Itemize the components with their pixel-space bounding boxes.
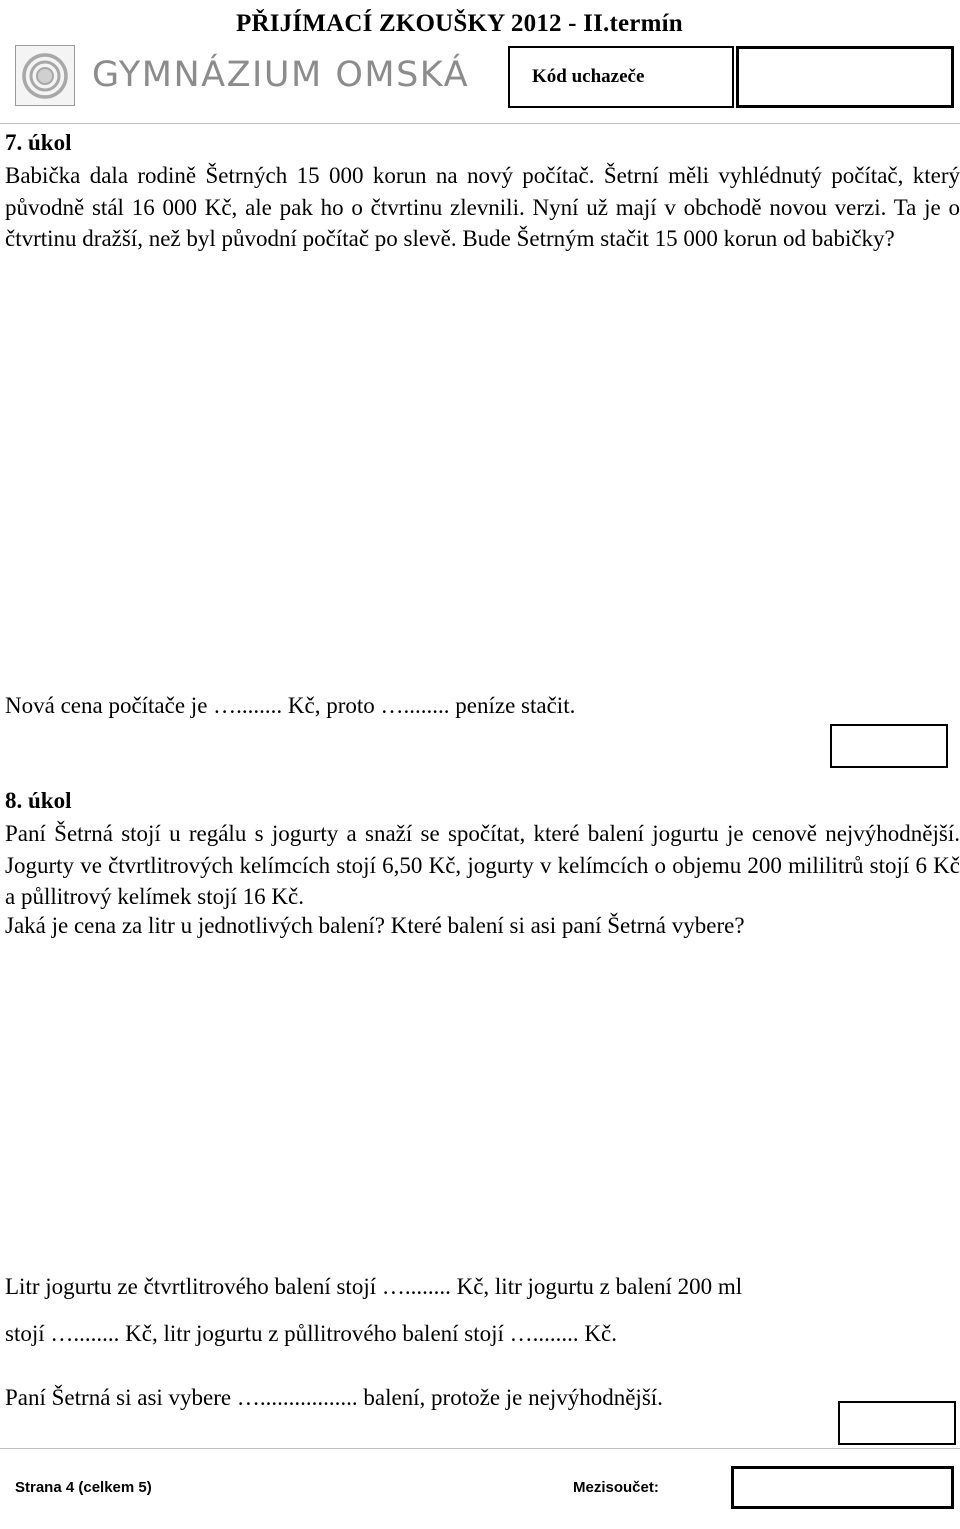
- task-8-answer-line-2: stojí …........ Kč, litr jogurtu z půllitrového balení stojí …........ Kč.: [5, 1321, 617, 1346]
- task-8-answer-line-1: Litr jogurtu ze čtvrtlitrového balení stojí …........ Kč, litr jogurtu z balení 200 ml: [5, 1274, 743, 1299]
- task-8-text: Paní Šetrná stojí u regálu s jogurty a snaží se spočítat, které balení jogurtu je cenově nejvýhodnější. Jogurty ve čtvrtlitrových kelímcích stojí 6,50 Kč, jogurty v kelímcích o objemu 200 mililitrů stojí 6 Kč a půllitrový kelímek stojí 16 Kč.: [5, 821, 960, 909]
- concentric-circles-logo-icon: [20, 51, 70, 101]
- school-logo: [15, 45, 75, 106]
- applicant-code-label: [508, 46, 734, 108]
- task-8-answer-line-3: Paní Šetrná si asi vybere …................. balení, protože je nejvýhodnější.: [5, 1385, 663, 1410]
- task-8-question: Jaká je cena za litr u jednotlivých balení? Které balení si asi paní Šetrná vybere?: [5, 913, 745, 938]
- applicant-code-label-text: Kód uchazeče: [532, 66, 645, 87]
- applicant-code-field[interactable]: [736, 46, 954, 108]
- subtotal-label: Mezisoučet:: [573, 1479, 659, 1496]
- footer-divider: [0, 1448, 960, 1449]
- task-8-score-box[interactable]: [838, 1401, 956, 1445]
- exam-title: PŘIJÍMACÍ ZKOUŠKY 2012 - II.termín: [236, 10, 683, 37]
- task-7-score-box[interactable]: [830, 724, 948, 768]
- task-7-heading: 7. úkol: [5, 130, 72, 155]
- subtotal-field[interactable]: [731, 1466, 954, 1509]
- task-8-heading: 8. úkol: [5, 788, 72, 813]
- header-divider: [0, 123, 960, 124]
- task-7-text: Babička dala rodině Šetrných 15 000 korun na nový počítač. Šetrní měli vyhlédnutý počítač, který původně stál 16 000 Kč, ale pak ho o čtvrtinu zlevnili. Nyní už mají v obchodě novou verzi. Ta je o čtvrtinu dražší, než byl původní počítač po slevě. Bude Šetrným stačit 15 000 korun od babičky?: [5, 163, 960, 251]
- school-name: GYMNÁZIUM OMSKÁ: [92, 55, 470, 95]
- task-7-answer-line: Nová cena počítače je …........ Kč, proto …........ peníze stačit.: [5, 693, 576, 718]
- page-number: Strana 4 (celkem 5): [15, 1479, 152, 1496]
